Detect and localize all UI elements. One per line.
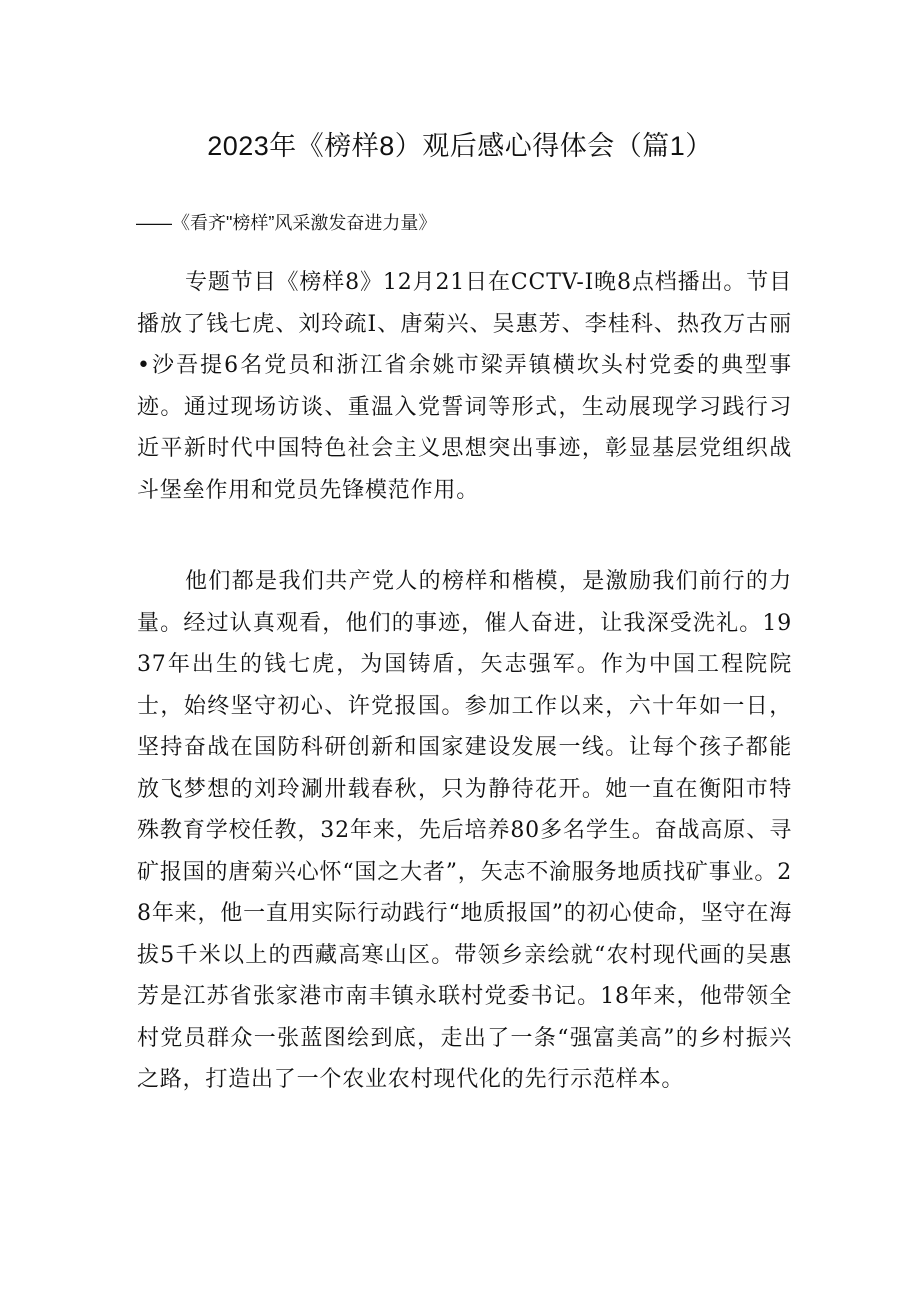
document-title: 2023年《榜样8）观后感心得体会（篇1） xyxy=(207,131,713,161)
paragraph: 他们都是我们共产党人的榜样和楷模，是激励我们前行的力量。经过认真观看，他们的事迹，催人奋进，让我深受洗礼。1937年出生的钱七虎，为国铸盾，矢志强军。作为中国工程院院士，始终坚守初心、许党报国。参加工作以来，六十年如一日，坚持奋战在国防科研创新和国家建设发展一线。让每个孩子都能放飞梦想的刘玲涮卅载春秋，只为静待花开。她一直在衡阳市特殊教育学校任教，32年来，先后培养80多名学生。奋战高原、寻矿报国的唐菊兴心怀“国之大者”，矢志不渝服务地质找矿事业。28年来，他一直用实际行动践行“地质报国”的初心使命，坚守在海拔5千米以上的西藏高寒山区。带领乡亲绘就“农村现代画的吴惠芳是江苏省张家港市南丰镇永联村党委书记。18年来，他带领全村党员群众一张蓝图绘到底，走出了一条“强富美高”的乡村振兴之路，打造出了一个农业农村现代化的先行示范样本。 xyxy=(137,569,792,1092)
paragraph: 专题节目《榜样8》12月21日在CCTV-I晚8点档播出。节目播放了钱七虎、刘玲疏I、唐菊兴、吴惠芳、李桂科、热孜万古丽•沙吾提6名党员和浙江省余姚市梁弄镇横坎头村党委的典型事迹。通过现场访谈、重温入党誓词等形式，生动展现学习践行习近平新时代中国特色社会主义思想突出事迹，彰显基层党组织战斗堡垒作用和党员先锋模范作用。 xyxy=(137,270,792,503)
document-subtitle: ——《看齐"榜样”风采激发奋进力量》 xyxy=(136,213,437,233)
